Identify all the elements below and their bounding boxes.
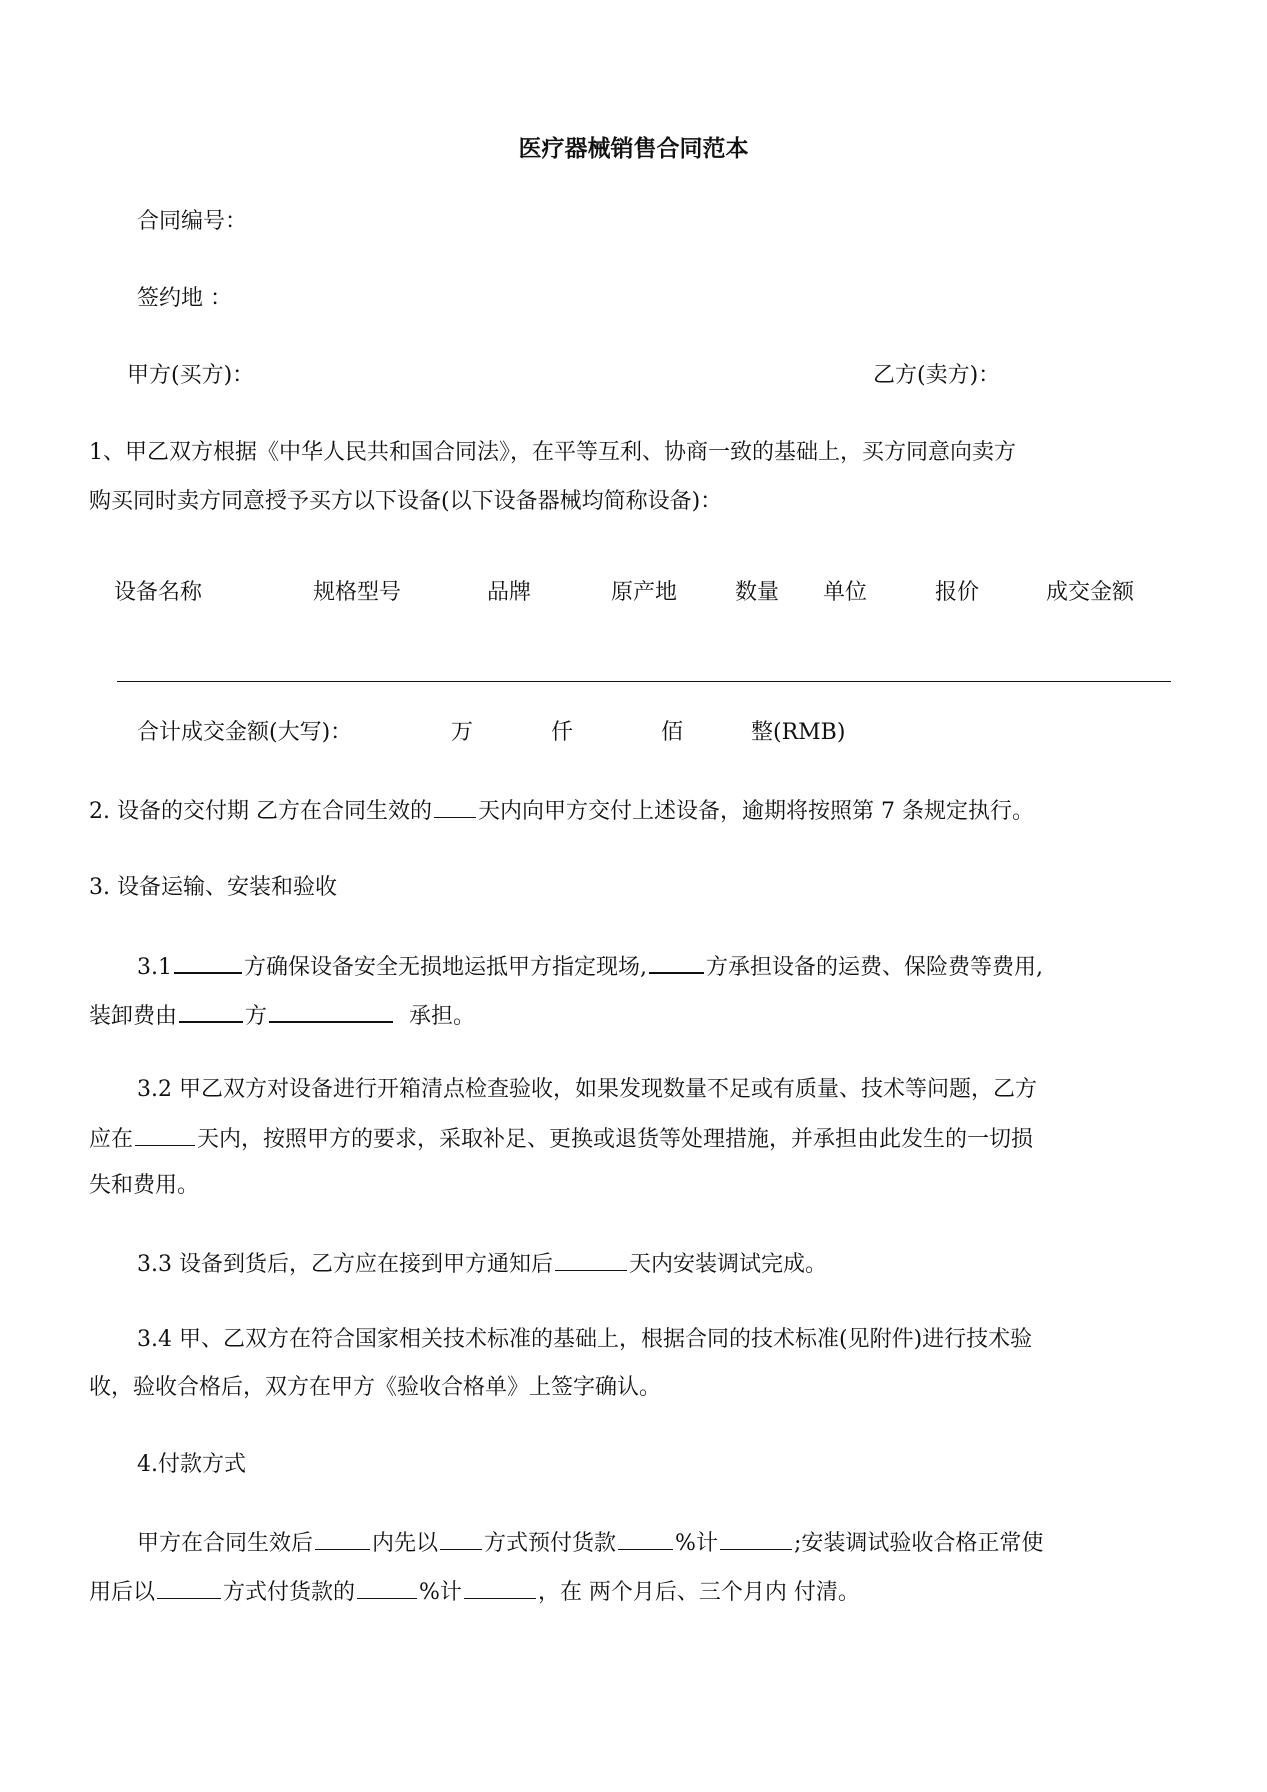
clause-1-line-2: 购买同时卖方同意授予买方以下设备(以下设备器械均简称设备)：: [89, 489, 723, 514]
clause-3-1-text-e: 装卸费由: [89, 1004, 178, 1029]
clause-1-line-1: 1、甲乙双方根据《中华人民共和国合同法》，在平等互利、协商一致的基础上，买方同意向卖方: [89, 440, 1017, 465]
total-amount-label: 合计成交金额(大写)：: [137, 720, 353, 745]
table-header-origin: 原产地: [611, 580, 678, 605]
clause-4-text-d: %计: [675, 1531, 718, 1556]
clause-4-text-a: 甲方在合同生效后: [137, 1531, 314, 1556]
final-pay-method-blank[interactable]: [157, 1576, 221, 1599]
prepay-percent-blank[interactable]: [618, 1527, 673, 1550]
clause-2-text-b: 天内向甲方交付上述设备，逾期将按照第 7 条规定执行。: [477, 799, 1034, 824]
clause-3-3-text-a: 3.3 设备到货后，乙方应在接到甲方通知后: [137, 1252, 553, 1277]
total-bai: 佰: [661, 720, 684, 745]
prepay-period-blank[interactable]: [315, 1527, 370, 1550]
clause-3-2-text-a: 应在: [89, 1127, 134, 1152]
clause-4-title: 4.付款方式: [137, 1452, 246, 1477]
clause-4-text-h: %计: [419, 1580, 462, 1605]
clause-3-1-line-1: [137, 950, 1043, 983]
clause-2: [89, 795, 1034, 827]
clause-4-text-c: 方式预付货款: [484, 1531, 617, 1556]
table-header-model: 规格型号: [313, 580, 402, 605]
clause-3-2-text-b: 天内，按照甲方的要求，采取补足、更换或退货等处理措施，并承担由此发生的一切损: [197, 1127, 1034, 1152]
clause-3-4-line-1: 3.4 甲、乙双方在符合国家相关技术标准的基础上，根据合同的技术标准(见附件)进行技术验: [137, 1327, 1033, 1352]
clause-4-text-e: ;安装调试验收合格正常使: [793, 1531, 1044, 1556]
clause-3-1-number: 3.1: [137, 955, 172, 980]
unloading-extra-blank[interactable]: [269, 999, 393, 1023]
table-header-quantity: 数量: [735, 580, 780, 605]
total-qian: 仟: [551, 720, 574, 745]
clause-3-4-line-2: 收，验收合格后，双方在甲方《验收合格单》上签字确认。: [89, 1375, 662, 1400]
sign-place-label: 签约地 ：: [137, 286, 232, 311]
clause-4-text-f: 用后以: [89, 1580, 156, 1605]
final-pay-amount-blank[interactable]: [464, 1576, 536, 1599]
clause-2-text-a: 2. 设备的交付期 乙方在合同生效的: [89, 799, 432, 824]
clause-3-1-line-2: [89, 999, 475, 1032]
clause-3-2-line-2: [89, 1123, 1033, 1155]
clause-3-2-line-3: 失和费用。: [89, 1173, 200, 1198]
clause-3-3: [137, 1248, 827, 1280]
party-b-label: 乙方(卖方)：: [873, 363, 1001, 388]
clause-3-1-text-f: 方: [245, 1004, 268, 1029]
clause-3-1-text-d: 承担设备的运费、保险费等费用,: [728, 955, 1044, 980]
delivery-days-blank[interactable]: [434, 795, 476, 818]
clause-3-2-line-1: 3.2 甲乙双方对设备进行开箱清点检查验收，如果发现数量不足或有质量、技术等问题，乙方: [137, 1077, 1037, 1102]
document-title: 医疗器械销售合同范本: [518, 136, 749, 162]
clause-3-3-text-b: 天内安装调试完成。: [628, 1252, 827, 1277]
total-zheng: 整(RMB): [751, 720, 846, 745]
total-wan: 万: [451, 720, 474, 745]
clause-4-text-b: 内先以: [372, 1531, 439, 1556]
table-header-unit: 单位: [823, 580, 868, 605]
clause-3-1-text-b: 方确保设备安全无损地运抵甲方指定现场,: [244, 955, 647, 980]
clause-3-title: 3. 设备运输、安装和验收: [89, 875, 337, 900]
table-fill-line: [117, 681, 1171, 682]
prepay-method-blank[interactable]: [440, 1527, 482, 1550]
party-a-label: 甲方(买方)：: [127, 363, 255, 388]
unloading-party-blank[interactable]: [179, 999, 243, 1023]
table-header-brand: 品牌: [487, 580, 532, 605]
table-header-amount: 成交金额: [1046, 580, 1135, 605]
prepay-amount-blank[interactable]: [720, 1527, 792, 1550]
clause-4-text-i: ，在 两个月后、三个月内 付清。: [537, 1580, 860, 1605]
contract-number-label: 合同编号：: [137, 209, 248, 234]
remedy-days-blank[interactable]: [135, 1123, 195, 1146]
clause-3-1-text-c: 方: [706, 955, 729, 980]
final-pay-percent-blank[interactable]: [357, 1576, 417, 1599]
transport-party-blank[interactable]: [174, 950, 242, 974]
freight-party-blank[interactable]: [649, 950, 704, 974]
table-header-price: 报价: [935, 580, 980, 605]
clause-4-line-1: [137, 1527, 1043, 1559]
clause-3-1-text-g: 承担。: [409, 1004, 476, 1029]
clause-4-line-2: [89, 1576, 860, 1608]
clause-4-text-g: 方式付货款的: [223, 1580, 356, 1605]
table-header-name: 设备名称: [114, 580, 203, 605]
install-days-blank[interactable]: [555, 1248, 627, 1271]
